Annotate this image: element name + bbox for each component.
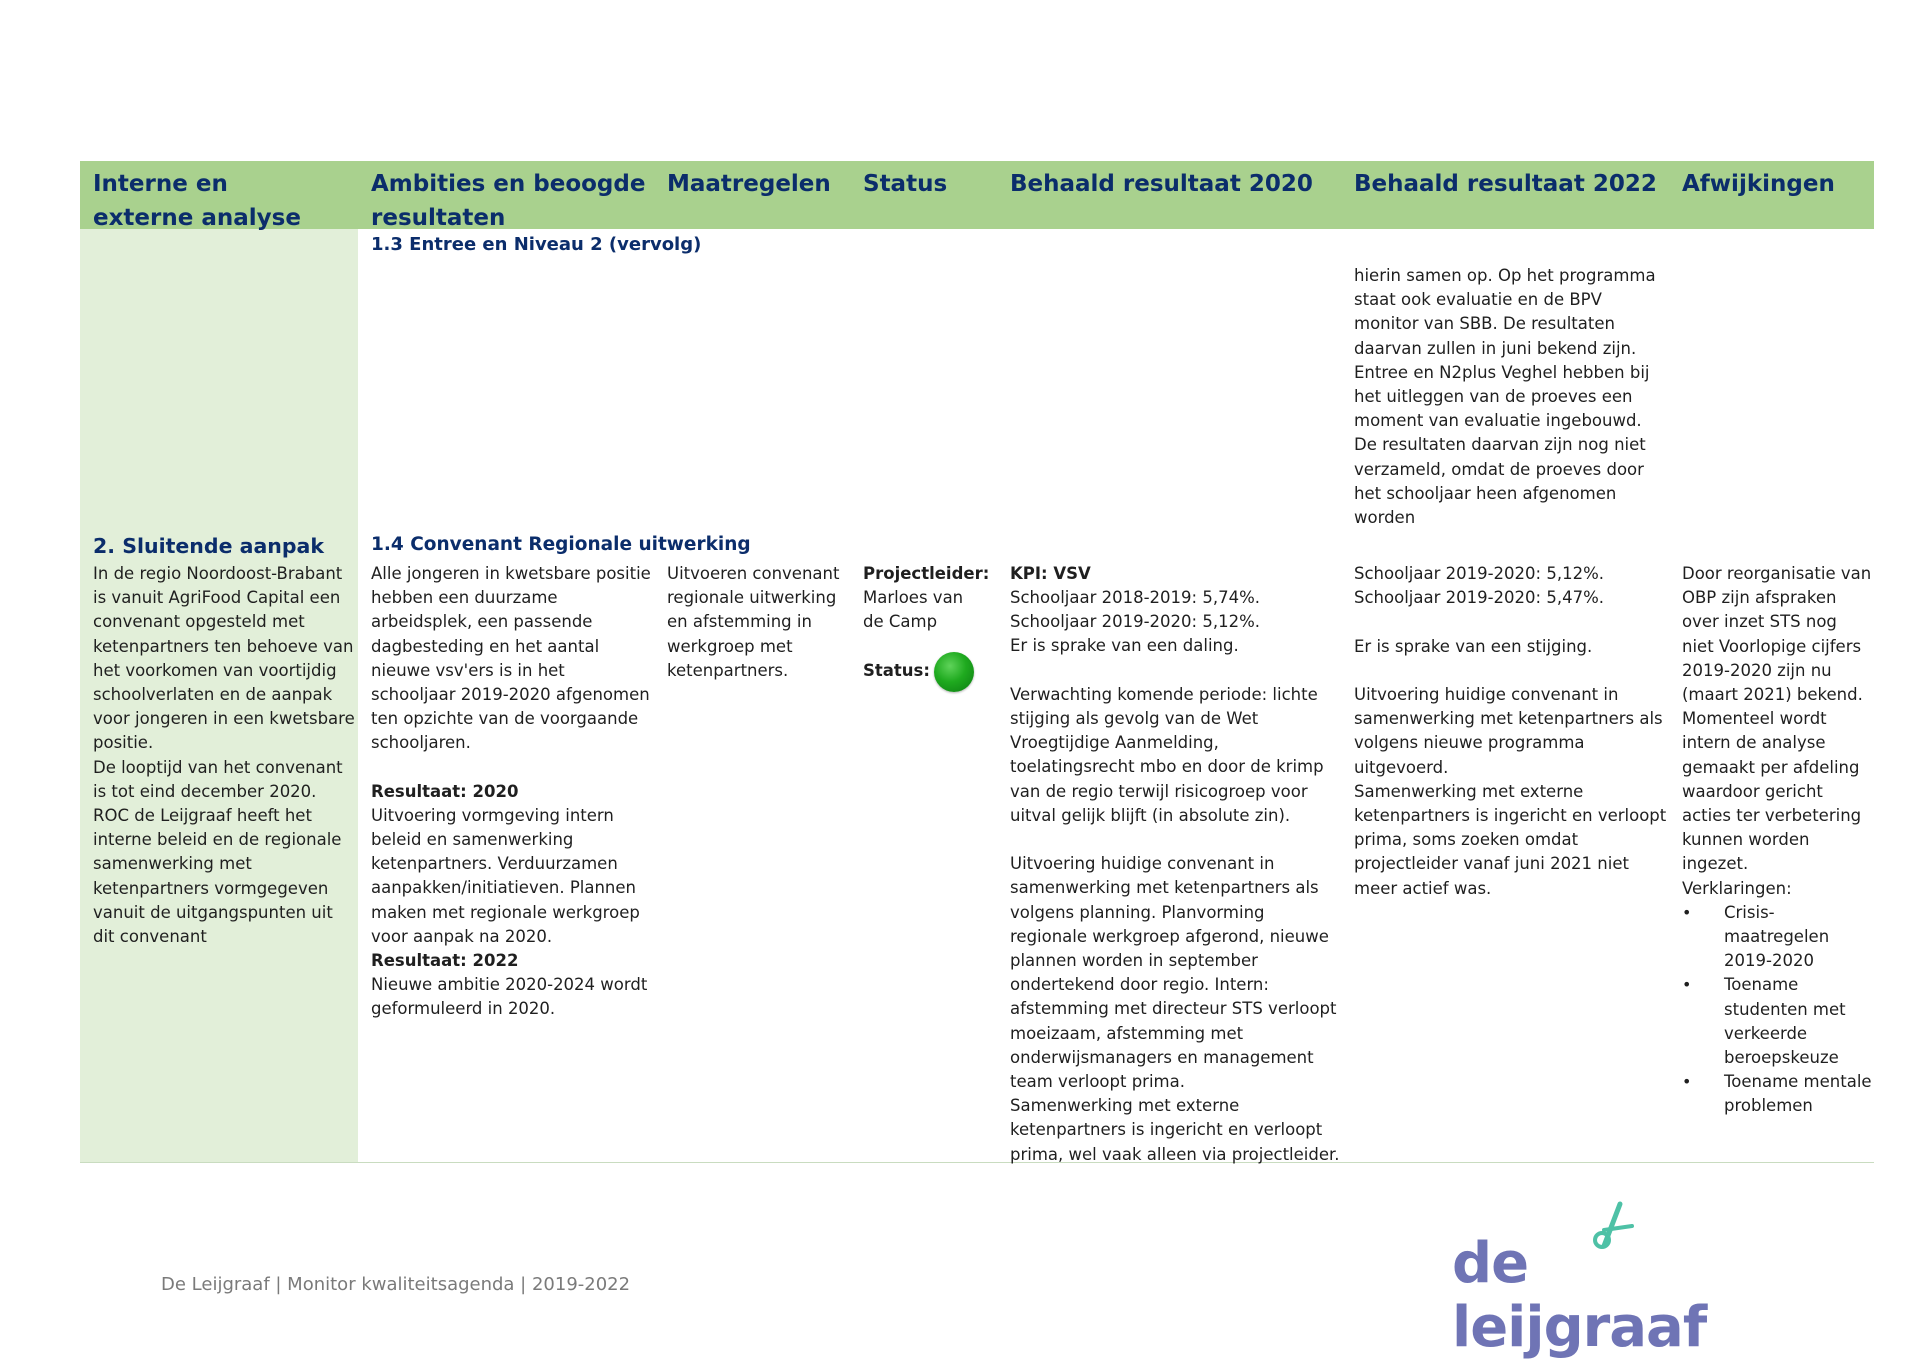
status-label: Status:: [863, 661, 930, 680]
section-title-1-4: 1.4 Convenant Regionale uitwerking: [371, 534, 751, 555]
deviations-cell: [1682, 562, 1872, 1119]
header-afwijkingen: Afwijkingen: [1682, 171, 1835, 197]
spacer: [371, 756, 653, 780]
header-interne-externe-analyse: Interne en externe analyse: [93, 171, 301, 231]
deviation-bullet: • Toename mentale problemen: [1682, 1070, 1872, 1118]
deviation-bullet-list: [1682, 901, 1872, 1119]
project-leader-label: Projectleider:: [863, 564, 990, 583]
result-text-2020: Uitvoering vormgeving intern beleid en samenwerking ketenpartners. Verduurzamen aanpakken/initiatieven. Plannen maken met regionale werkgroep voor aanpak na 2020.: [371, 805, 640, 946]
project-leader-name: Marloes van de Camp: [863, 588, 964, 632]
deviations-text: Door reorganisatie van OBP zijn afspraken over inzet STS nog niet Voorlopige cijfers 2019-2020 zijn nu (maart 2021) bekend. Momenteel wordt intern de analyse gemaakt per afdeling waardoor gericht acties ter verbetering kunnen worden ingezet. Verklaringen:: [1682, 564, 1872, 898]
header-behaald-2022: Behaald resultaat 2022: [1354, 171, 1657, 197]
result-text-2022: Nieuwe ambitie 2020-2024 wordt geformuleerd in 2020.: [371, 975, 648, 1019]
result-label-2022: Resultaat: 2022: [371, 951, 519, 971]
deviation-bullet: • Crisis-maatregelen 2019-2020: [1682, 901, 1872, 974]
table-bottom-border: [80, 1162, 1874, 1163]
header-status: Status: [863, 171, 948, 197]
section-title-sluitende-aanpak: 2. Sluitende aanpak: [93, 534, 325, 558]
monitor-table: [80, 161, 1874, 1163]
measures-text: Uitvoeren convenant regionale uitwerking en afstemming in werkgroep met ketenpartners.: [667, 564, 840, 680]
ambition-text: Alle jongeren in kwetsbare positie hebben een duurzame arbeidsplek, een passende dagbesteding en het aantal nieuwe vsv'ers is in het schooljaar 2019-2020 afgenomen ten opzichte van de voorgaande schooljaren.: [371, 564, 651, 753]
behaald-2022-continued: hierin samen op. Op het programma staat ook evaluatie en de BPV monitor van SBB. De resultaten daarvan zullen in juni bekend zijn. Entree en N2plus Veghel hebben bij het uitleggen van de proeves een moment van evaluatie ingebouwd. De resultaten daarvan zijn nog niet verzameld, omdat de proeves door het schooljaar heen afgenomen worden: [1354, 266, 1656, 528]
status-green-indicator: [934, 652, 974, 692]
logo-wordmark: de leijgraaf: [1452, 1231, 1707, 1360]
analysis-text: In de regio Noordoost-Brabant is vanuit AgriFood Capital een convenant opgesteld met ketenpartners ten behoeve van het voorkomen van voortijdig schoolverlaten en de aanpak voor jongeren in een kwetsbare positie. De looptijd van het convenant is tot eind december 2020. ROC de Leijgraaf heeft het interne beleid en de regionale samenwerking met ketenpartners vormgegeven vanuit de uitgangspunten uit dit convenant: [93, 564, 355, 947]
behaald-2022-text: Schooljaar 2019-2020: 5,12%. Schooljaar 2019-2020: 5,47%. Er is sprake van een stijging. Uitvoering huidige convenant in samenwerking met ketenpartners als volgens nieuwe programma uitgevoerd. Samenwerking met externe ketenpartners is ingericht en verloopt prima, soms zoeken omdat projectleider vanaf juni 2021 niet meer actief was.: [1354, 564, 1667, 898]
header-maatregelen: Maatregelen: [667, 171, 831, 197]
deviation-bullet: • Toename studenten met verkeerde beroepskeuze: [1682, 973, 1872, 1070]
header-ambities: Ambities en beoogde resultaten: [371, 171, 646, 231]
ambition-cell: [371, 562, 653, 1022]
leijgraaf-logo: [1452, 1200, 1782, 1360]
behaald-2020-text: Schooljaar 2018-2019: 5,74%. Schooljaar 2019-2020: 5,12%. Er is sprake van een daling. Verwachting komende periode: lichte stijging als gevolg van de Wet Vroegtijdige Aanmelding, toelatingsrecht mbo en door de krimp van de regio terwijl risicogroep voor uitval gelijk blijft (in absolute zin). Uitvoering huidige convenant in samenwerking met ketenpartners als volgens planning. Planvorming regionale werkgroep afgerond, nieuwe plannen worden in september ondertekend door regio. Intern: afstemming met directeur STS verloopt moeizaam, afstemming met onderwijsmanagers en management team verloopt prima. Samenwerking met externe ketenpartners is ingericht en verloopt prima, wel vaak alleen via projectleider.: [1010, 588, 1340, 1164]
section-title-1-3: 1.3 Entree en Niveau 2 (vervolg): [371, 234, 702, 255]
header-behaald-2020: Behaald resultaat 2020: [1010, 171, 1313, 197]
footer-text: De Leijgraaf | Monitor kwaliteitsagenda | 2019-2022: [161, 1274, 631, 1295]
kpi-label: KPI: VSV: [1010, 564, 1091, 583]
result-label-2020: Resultaat: 2020: [371, 781, 519, 801]
